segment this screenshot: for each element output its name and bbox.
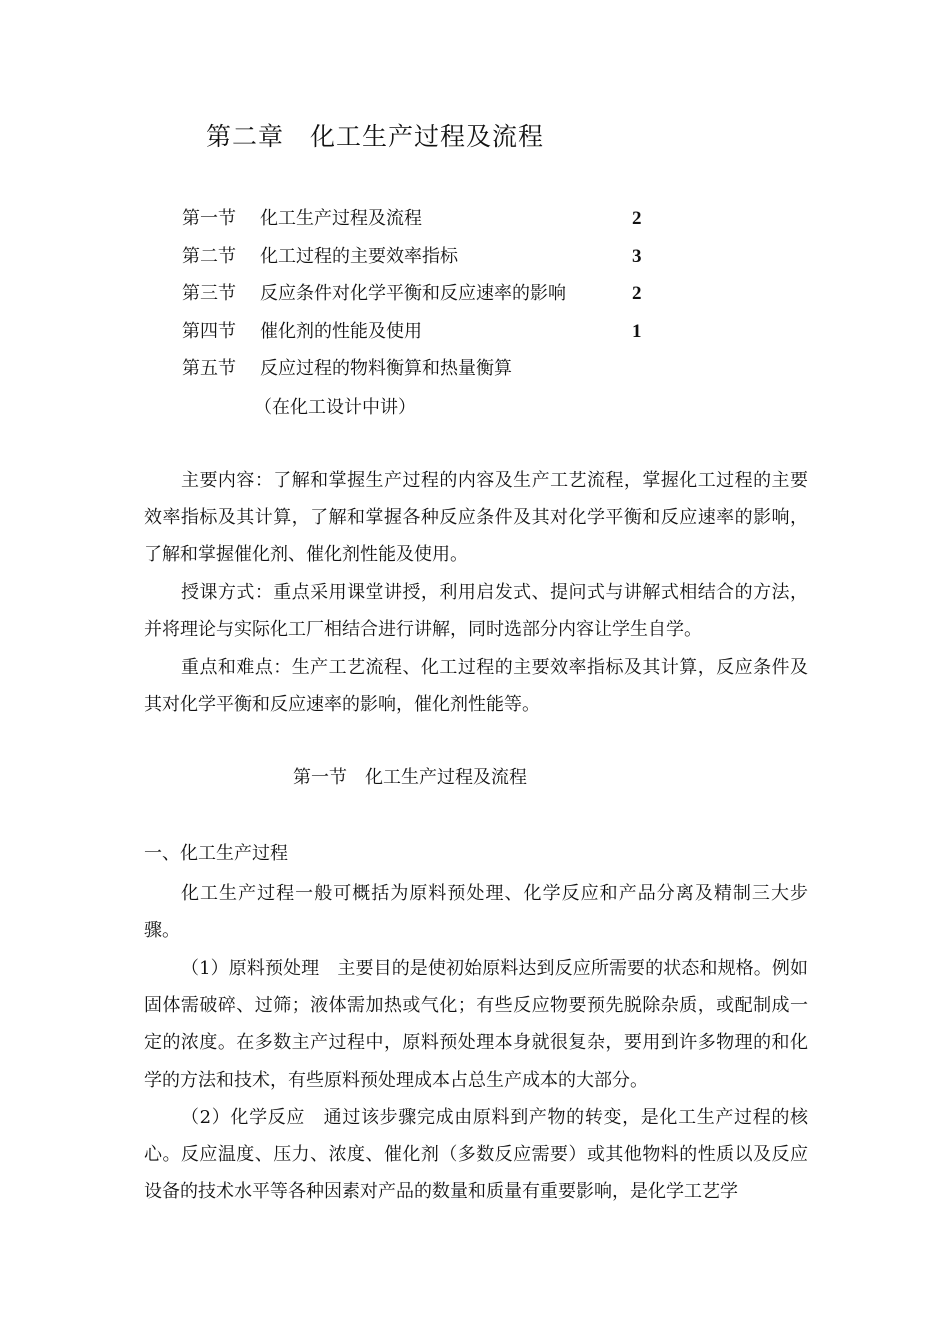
section-heading: 第一节 化工生产过程及流程 <box>293 767 527 788</box>
toc-hours: 2 <box>632 283 642 304</box>
toc-section-number: 第二节 <box>182 245 236 267</box>
toc-note: （在化工设计中讲） <box>254 397 416 418</box>
toc-section-title: 反应过程的物料衡算和热量衡算 <box>260 358 512 379</box>
toc-section-title: 化工生产过程及流程 <box>260 208 422 229</box>
toc-section-number: 第一节 <box>182 208 236 229</box>
toc-item <box>182 353 652 391</box>
step1-paragraph: （1）原料预处理 主要目的是使初始原料达到反应所需要的状态和规格。例如固体需破碎、过筛；液体需加热或气化；有些反应物要预先脱除杂质，或配制成一定的浓度。在多数主产过程中，原料预处理本身就很复杂，要用到许多物理的和化学的方法和技术，有些原料预处理成本占总生产成本的大部分。 <box>144 958 808 1091</box>
toc-item <box>182 203 652 241</box>
toc-item <box>182 241 652 279</box>
toc-item <box>182 278 652 316</box>
key-points-paragraph: 重点和难点：生产工艺流程、化工过程的主要效率指标及其计算，反应条件及其对化学平衡和反应速率的影响，催化剂性能等。 <box>144 657 808 716</box>
step2-paragraph: （2）化学反应 通过该步骤完成由原料到产物的转变，是化工生产过程的核心。反应温度、压力、浓度、催化剂（多数反应需要）或其他物料的性质以及反应设备的技术水平等各种因素对产品的数量和质量有重要影响，是化学工艺学 <box>144 1107 808 1203</box>
toc-section-title: 催化剂的性能及使用 <box>260 320 422 342</box>
toc-section-number: 第五节 <box>182 358 236 379</box>
intro-paragraph: 化工生产过程一般可概括为原料预处理、化学反应和产品分离及精制三大步骤。 <box>144 883 808 942</box>
toc-hours: 3 <box>632 245 642 267</box>
toc-item <box>182 316 652 354</box>
toc-section-title: 反应条件对化学平衡和反应速率的影响 <box>260 283 566 304</box>
table-of-contents <box>182 203 652 391</box>
teaching-method-paragraph: 授课方式：重点采用课堂讲授，利用启发式、提问式与讲解式相结合的方法，并将理论与实际化工厂相结合进行讲解，同时选部分内容让学生自学。 <box>144 582 808 641</box>
toc-hours: 1 <box>632 320 642 342</box>
toc-section-number: 第四节 <box>182 320 236 342</box>
chapter-title: 第二章 化工生产过程及流程 <box>206 122 545 151</box>
toc-section-number: 第三节 <box>182 283 236 304</box>
sub-heading: 一、化工生产过程 <box>144 843 288 864</box>
toc-hours: 2 <box>632 208 642 229</box>
main-content-paragraph: 主要内容：了解和掌握生产过程的内容及生产工艺流程，掌握化工过程的主要效率指标及其计算，了解和掌握各种反应条件及其对化学平衡和反应速率的影响，了解和掌握催化剂、催化剂性能及使用。 <box>144 470 808 566</box>
toc-section-title: 化工过程的主要效率指标 <box>260 245 458 267</box>
